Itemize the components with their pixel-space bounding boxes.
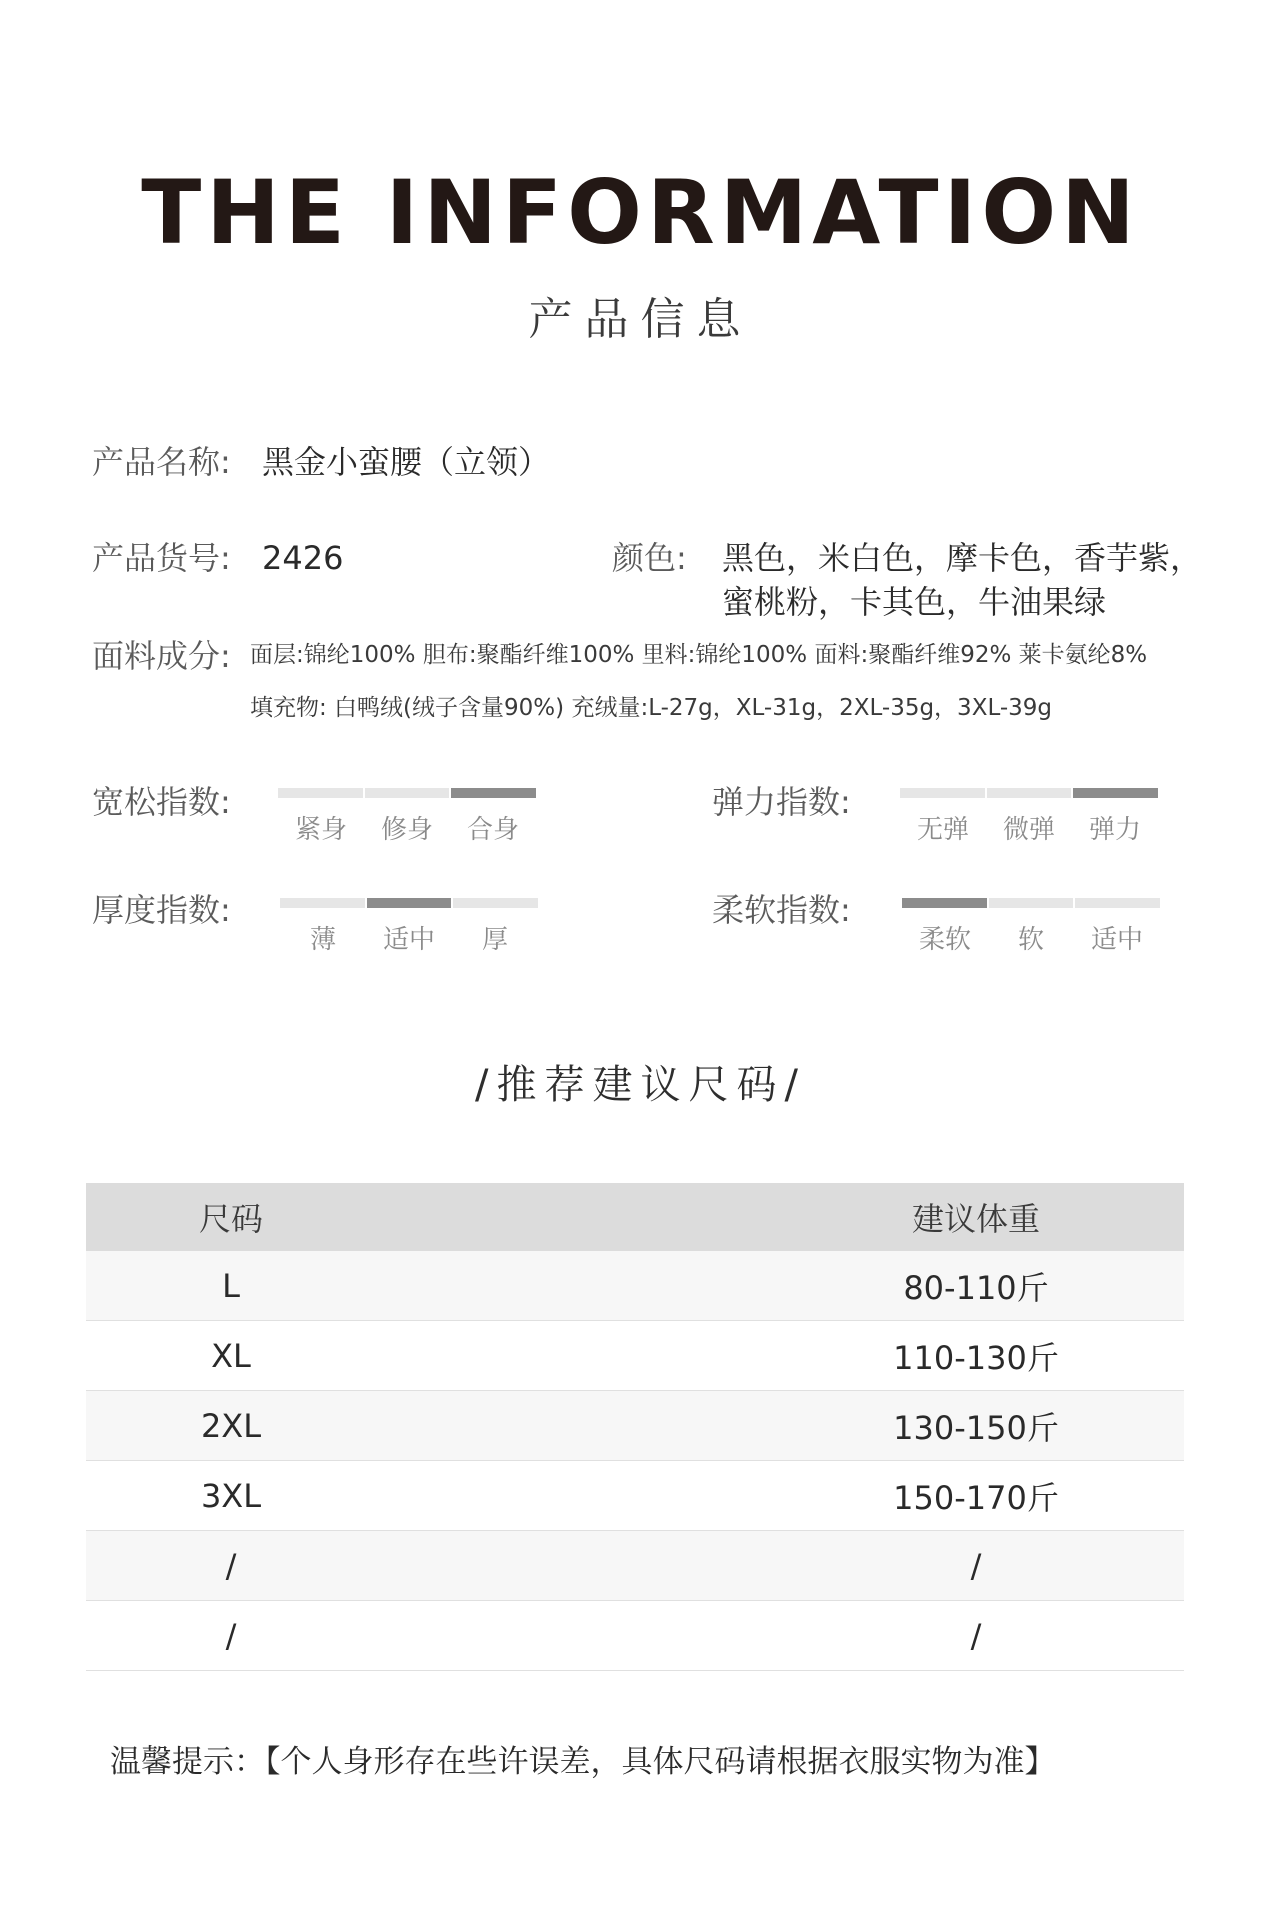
fabric-label: 面料成分: bbox=[92, 637, 231, 675]
index-segment bbox=[280, 898, 365, 908]
thickness-index-bar bbox=[280, 898, 538, 908]
main-title: THE INFORMATION bbox=[141, 161, 1140, 264]
softness-index-label: 柔软指数: bbox=[712, 891, 851, 929]
product-name-label: 产品名称: bbox=[92, 443, 231, 481]
looseness-index-label: 宽松指数: bbox=[92, 783, 231, 821]
index-option-label: 微弹 bbox=[1002, 815, 1055, 845]
product-sku-value: 2426 bbox=[262, 539, 344, 577]
index-option-label: 软 bbox=[1017, 925, 1044, 955]
index-segment bbox=[1073, 788, 1158, 798]
index-option-label: 弹力 bbox=[1088, 815, 1141, 845]
index-segment bbox=[1075, 898, 1160, 908]
thickness-index bbox=[280, 898, 538, 968]
softness-index bbox=[902, 898, 1160, 968]
fabric-line-2: 填充物: 白鸭绒(绒子含量90%) 充绒量:L-27g，XL-31g，2XL-35g，3XL-39g bbox=[250, 695, 1053, 721]
index-option-label: 修身 bbox=[380, 815, 433, 845]
cell-weight: / bbox=[970, 1616, 982, 1655]
cell-size: XL bbox=[211, 1336, 251, 1375]
index-segment bbox=[453, 898, 538, 908]
cell-size: / bbox=[225, 1616, 237, 1655]
table-row bbox=[86, 1251, 1184, 1321]
color-value-line1: 黑色，米白色，摩卡色，香芋紫， bbox=[722, 539, 1203, 577]
product-name-value: 黑金小蛮腰（立领） bbox=[262, 443, 551, 481]
index-segment bbox=[902, 898, 987, 908]
cell-size: 2XL bbox=[200, 1406, 262, 1445]
fabric-line-1: 面层:锦纶100% 胆布:聚酯纤维100% 里料:锦纶100% 面料:聚酯纤维92% 莱卡氨纶8% bbox=[250, 642, 1148, 668]
index-segment bbox=[365, 788, 450, 798]
warm-tip: 温馨提示：【个人身形存在些许误差，具体尺码请根据衣服实物为准】 bbox=[110, 1744, 1056, 1780]
elasticity-index-label: 弹力指数: bbox=[712, 783, 851, 821]
cell-weight: 80-110斤 bbox=[903, 1268, 1049, 1307]
index-segment bbox=[900, 788, 985, 798]
header-size: 尺码 bbox=[198, 1200, 263, 1238]
index-segment bbox=[367, 898, 452, 908]
table-row bbox=[86, 1531, 1184, 1601]
index-segment bbox=[989, 898, 1074, 908]
color-value-line2: 蜜桃粉，卡其色，牛油果绿 bbox=[722, 583, 1107, 621]
table-row bbox=[86, 1321, 1184, 1391]
index-segment bbox=[451, 788, 536, 798]
index-segment bbox=[987, 788, 1072, 798]
table-row bbox=[86, 1461, 1184, 1531]
cell-weight: / bbox=[970, 1546, 982, 1585]
size-section-title: /推荐建议尺码/ bbox=[475, 1062, 806, 1108]
sub-title: 产品信息 bbox=[528, 294, 753, 345]
softness-index-bar bbox=[902, 898, 1160, 908]
index-option-label: 合身 bbox=[466, 815, 519, 845]
product-sku-label: 产品货号: bbox=[92, 539, 231, 577]
cell-size: L bbox=[222, 1266, 240, 1305]
cell-weight: 110-130斤 bbox=[893, 1338, 1059, 1377]
looseness-index bbox=[278, 788, 536, 858]
index-option-label: 紧身 bbox=[294, 815, 347, 845]
table-row bbox=[86, 1391, 1184, 1461]
index-option-label: 薄 bbox=[309, 925, 336, 955]
table-row bbox=[86, 1601, 1184, 1671]
index-option-label: 柔软 bbox=[918, 925, 971, 955]
table-header bbox=[86, 1183, 1184, 1251]
index-option-label: 无弹 bbox=[916, 815, 969, 845]
elasticity-index bbox=[900, 788, 1158, 858]
header-weight: 建议体重 bbox=[911, 1200, 1040, 1238]
index-segment bbox=[278, 788, 363, 798]
color-label: 颜色: bbox=[612, 539, 687, 577]
index-option-label: 厚 bbox=[481, 925, 508, 955]
cell-weight: 150-170斤 bbox=[893, 1478, 1059, 1517]
cell-weight: 130-150斤 bbox=[893, 1408, 1059, 1447]
index-option-label: 适中 bbox=[382, 925, 435, 955]
looseness-index-bar bbox=[278, 788, 536, 798]
cell-size: / bbox=[225, 1546, 237, 1585]
size-table bbox=[86, 1183, 1184, 1671]
elasticity-index-bar bbox=[900, 788, 1158, 798]
index-option-label: 适中 bbox=[1090, 925, 1143, 955]
cell-size: 3XL bbox=[200, 1476, 262, 1515]
thickness-index-label: 厚度指数: bbox=[92, 891, 231, 929]
